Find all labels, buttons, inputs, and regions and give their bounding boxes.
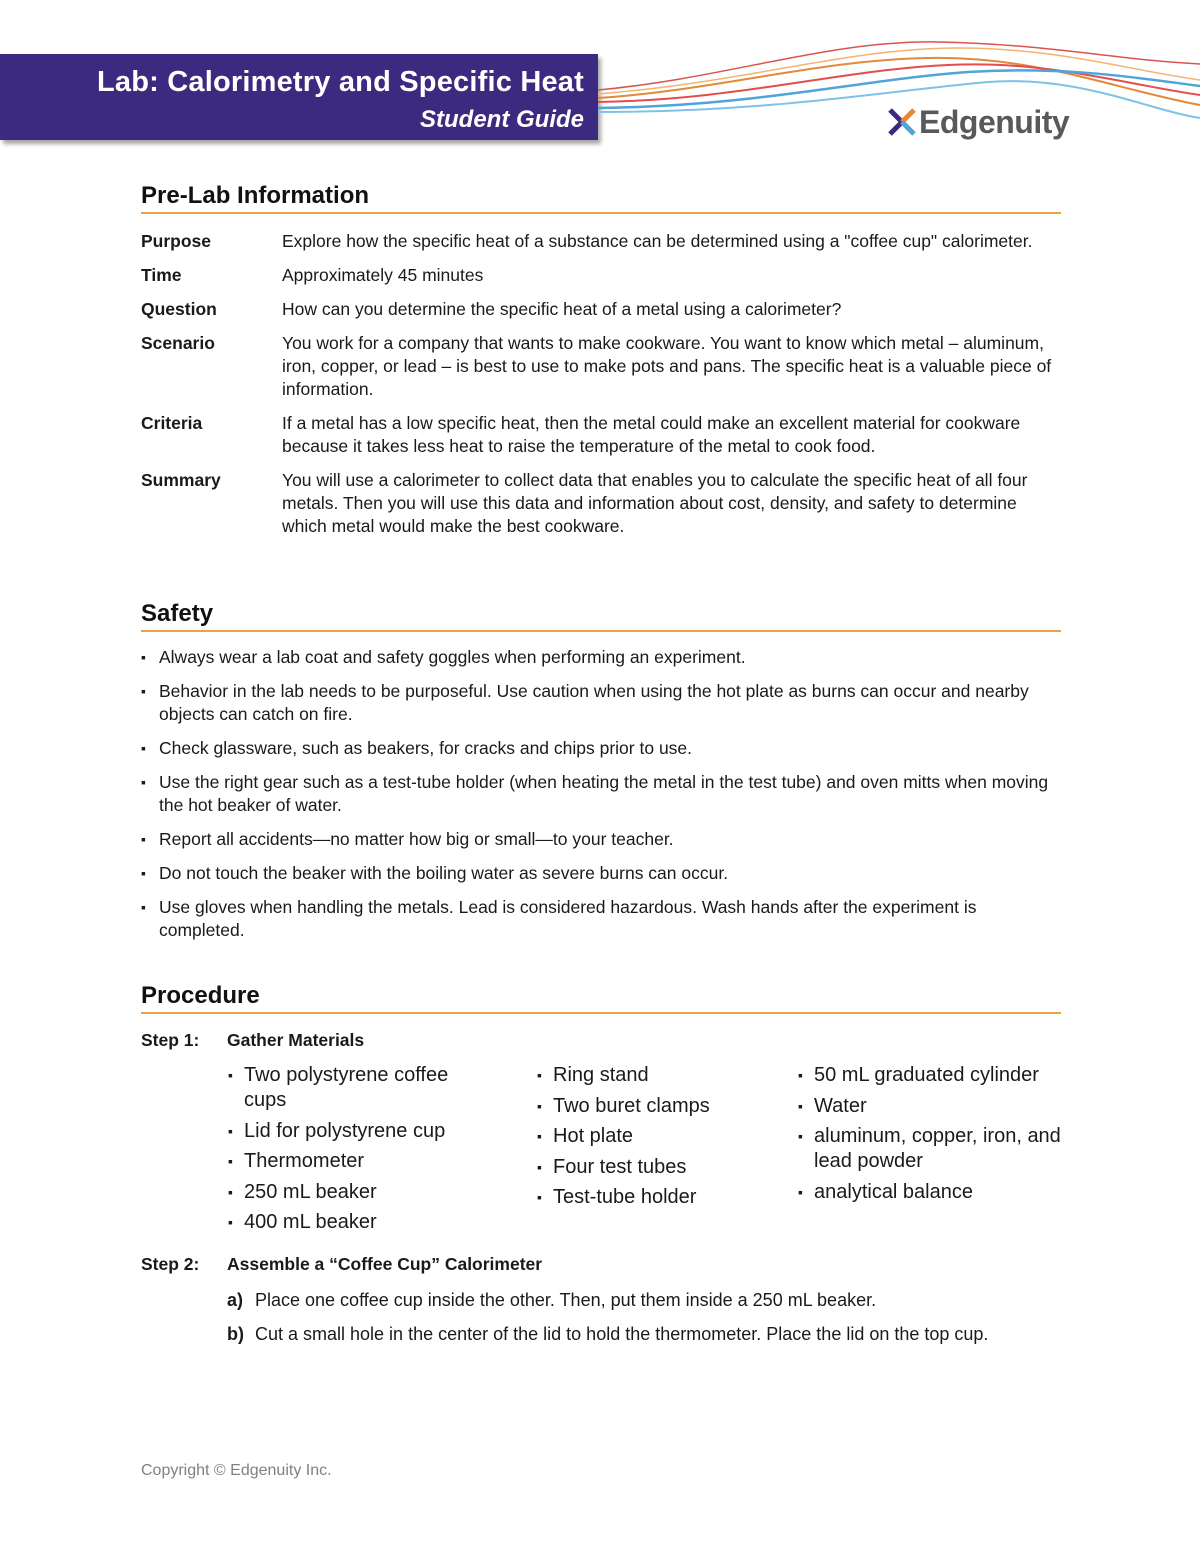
info-row-criteria	[141, 412, 1061, 458]
info-label: Summary	[141, 470, 221, 490]
info-text: Explore how the specific heat of a substance can be determined using a "coffee cup" calorimeter.	[282, 231, 1033, 251]
list-item: ▪ Ring stand	[537, 1063, 777, 1088]
prelab-heading: Pre-Lab Information	[141, 182, 1061, 214]
info-label: Criteria	[141, 413, 203, 433]
info-row-summary	[141, 469, 1061, 538]
info-row-question	[141, 298, 1061, 321]
step-title: Assemble a “Coffee Cup” Calorimeter	[227, 1254, 543, 1274]
step-number: Step 1:	[141, 1030, 200, 1050]
substep-b	[227, 1322, 1087, 1346]
info-row-purpose	[141, 230, 1061, 253]
list-item: ▪ aluminum, copper, iron, and lead powder	[798, 1124, 1068, 1174]
info-label: Question	[141, 299, 217, 319]
list-item: ▪ Behavior in the lab needs to be purposeful. Use caution when using the hot plate as burns can occur and nearby objects can catch on fire.	[141, 680, 1061, 726]
prelab-info-table	[141, 230, 1061, 549]
list-item: ▪ Do not touch the beaker with the boiling water as severe burns can occur.	[141, 862, 1061, 885]
substep-text: Cut a small hole in the center of the lid to hold the thermometer. Place the lid on the top cup.	[255, 1324, 989, 1344]
substep-letter: b)	[227, 1324, 244, 1344]
info-label: Time	[141, 265, 182, 285]
edgenuity-x-icon	[887, 107, 917, 137]
list-item: ▪ 250 mL beaker	[228, 1180, 488, 1205]
list-item: ▪ 50 mL graduated cylinder	[798, 1063, 1068, 1088]
info-row-time	[141, 264, 1061, 287]
title-banner	[0, 54, 598, 140]
step-title: Gather Materials	[227, 1030, 365, 1050]
document-subtitle: Student Guide	[420, 106, 584, 133]
list-item: ▪ Two buret clamps	[537, 1094, 777, 1119]
procedure-heading: Procedure	[141, 982, 1061, 1014]
list-item: ▪ Always wear a lab coat and safety goggles when performing an experiment.	[141, 646, 1061, 669]
step2-substeps	[227, 1288, 1087, 1356]
info-text: You work for a company that wants to make cookware. You want to know which metal – aluminum, iron, copper, or lead – is best to use to make pots and pans. The specific heat is a valuable piece of information.	[282, 333, 1052, 399]
info-text: If a metal has a low specific heat, then the metal could make an excellent material for cookware because it takes less heat to raise the temperature of the metal to cook food.	[282, 413, 1021, 456]
substep-a	[227, 1288, 1087, 1312]
step-number: Step 2:	[141, 1254, 200, 1274]
info-text: Approximately 45 minutes	[282, 265, 484, 285]
list-item: ▪ 400 mL beaker	[228, 1210, 488, 1235]
list-item: ▪ Two polystyrene coffee cups	[228, 1063, 488, 1113]
step1-heading	[141, 1030, 364, 1051]
info-label: Purpose	[141, 231, 212, 251]
info-text: How can you determine the specific heat of a metal using a calorimeter?	[282, 299, 842, 319]
materials-column-3	[798, 1063, 1068, 1210]
document-title: Lab: Calorimetry and Specific Heat	[96, 66, 584, 98]
copyright-footer: Copyright © Edgenuity Inc.	[141, 1462, 332, 1479]
list-item: ▪ Thermometer	[228, 1149, 488, 1174]
info-text: You will use a calorimeter to collect data that enables you to calculate the specific heat of all four metals. Then you will use this data and information about cost, density, and safety to determine which metal would make the best cookware.	[282, 470, 1028, 536]
logo-text: Edgenuity	[919, 103, 1070, 140]
info-label: Scenario	[141, 333, 215, 353]
list-item: ▪ Test-tube holder	[537, 1185, 777, 1210]
step2-heading	[141, 1254, 542, 1275]
edgenuity-logo	[887, 104, 1069, 140]
list-item: ▪ Four test tubes	[537, 1155, 777, 1180]
materials-column-2	[537, 1063, 777, 1216]
safety-list	[141, 646, 1061, 953]
list-item: ▪ Use gloves when handling the metals. Lead is considered hazardous. Wash hands after the experiment is completed.	[141, 896, 1061, 942]
substep-text: Place one coffee cup inside the other. Then, put them inside a 250 mL beaker.	[255, 1290, 877, 1310]
info-row-scenario	[141, 332, 1061, 401]
materials-column-1	[228, 1063, 488, 1241]
list-item: ▪ Report all accidents—no matter how big or small—to your teacher.	[141, 828, 1061, 851]
substep-letter: a)	[227, 1290, 244, 1310]
list-item: ▪ Lid for polystyrene cup	[228, 1119, 488, 1144]
list-item: ▪ Hot plate	[537, 1124, 777, 1149]
list-item: ▪ analytical balance	[798, 1180, 1068, 1205]
list-item: ▪ Check glassware, such as beakers, for cracks and chips prior to use.	[141, 737, 1061, 760]
list-item: ▪ Use the right gear such as a test-tube holder (when heating the metal in the test tube) and oven mitts when moving the hot beaker of water.	[141, 771, 1061, 817]
safety-heading: Safety	[141, 600, 1061, 632]
list-item: ▪ Water	[798, 1094, 1068, 1119]
